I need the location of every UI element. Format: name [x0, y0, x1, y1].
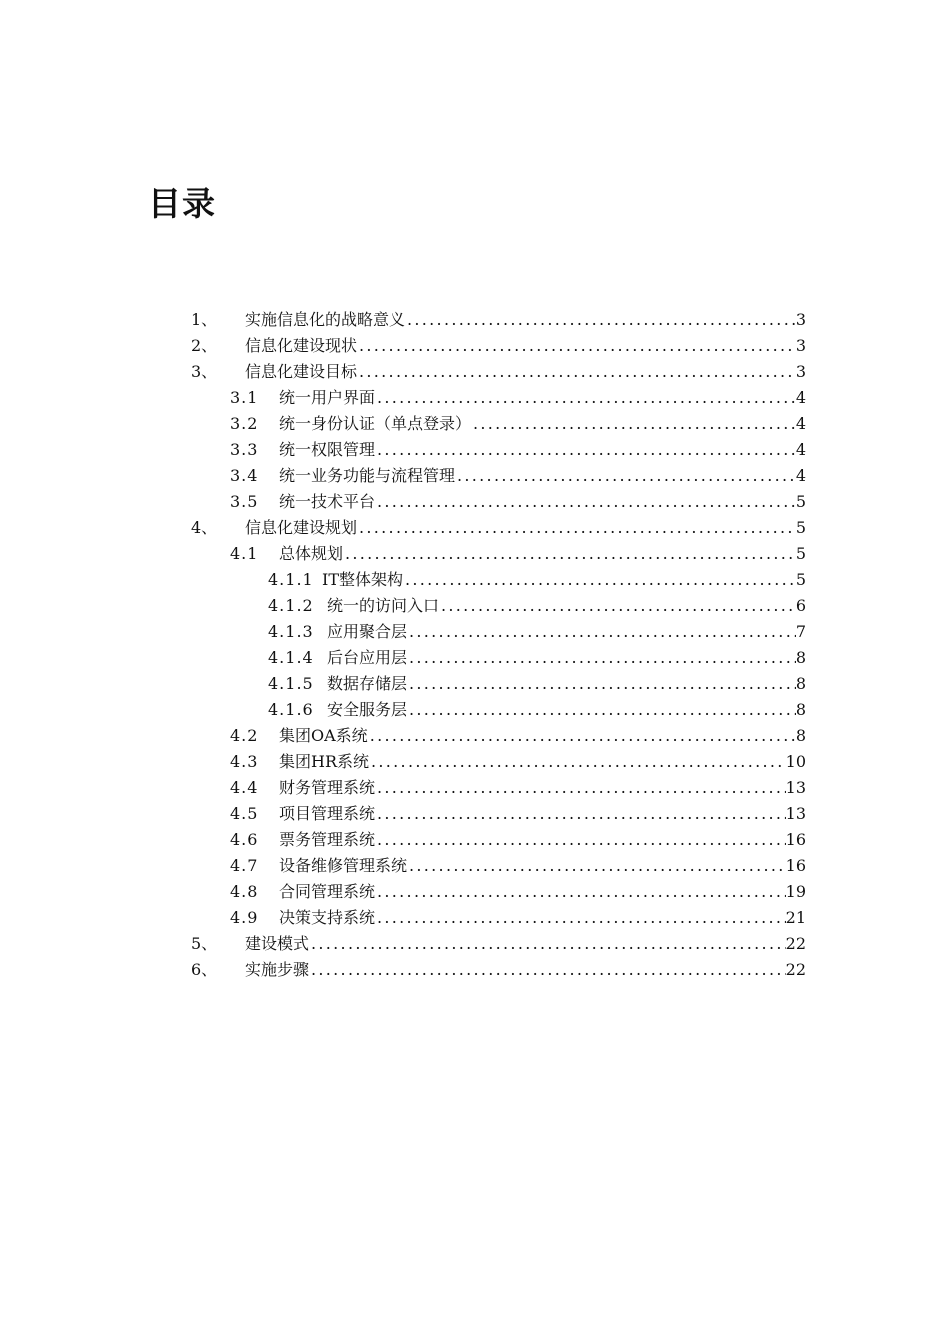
toc-number: 4.1.3	[268, 622, 314, 641]
toc-number: 6、	[191, 960, 218, 979]
toc-number: 4.1.4	[268, 648, 314, 667]
toc-entry[interactable]	[0, 905, 950, 931]
toc-text: 财务管理系统	[279, 778, 376, 797]
toc-leader	[375, 489, 796, 515]
toc-entry[interactable]	[0, 359, 950, 385]
toc-number: 2、	[191, 336, 218, 355]
toc-text: 合同管理系统	[279, 882, 376, 901]
toc-leader	[405, 307, 796, 333]
toc-leader	[407, 645, 796, 671]
toc-text: 项目管理系统	[279, 804, 376, 823]
toc-page-number: 4	[795, 466, 806, 485]
toc-text: 统一权限管理	[279, 440, 376, 459]
toc-leader	[368, 723, 796, 749]
toc-page-number: 22	[785, 934, 806, 953]
toc-entry[interactable]	[0, 463, 950, 489]
toc-text: 统一的访问入口	[327, 596, 440, 615]
toc-text: 后台应用层	[327, 648, 408, 667]
toc-entry[interactable]	[0, 333, 950, 359]
toc-leader	[407, 697, 796, 723]
toc-page-number: 3	[795, 362, 806, 381]
toc-page-number: 5	[795, 492, 806, 511]
toc-leader	[369, 749, 786, 775]
toc-leader	[375, 801, 786, 827]
toc-entry[interactable]	[0, 957, 950, 983]
toc-page-number: 8	[795, 700, 806, 719]
toc-page-number: 8	[795, 648, 806, 667]
toc-text: 集团OA系统	[279, 726, 368, 745]
toc-number: 4.4	[230, 778, 259, 797]
toc-leader	[407, 671, 796, 697]
toc-text: 应用聚合层	[327, 622, 408, 641]
toc-leader	[455, 463, 796, 489]
toc-page-number: 4	[795, 414, 806, 433]
toc-page-number: 5	[795, 570, 806, 589]
toc-text: 设备维修管理系统	[279, 856, 408, 875]
toc-page-number: 5	[795, 544, 806, 563]
toc-leader	[357, 515, 796, 541]
toc-leader	[375, 775, 786, 801]
toc-text: 建设模式	[245, 934, 310, 953]
toc-leader	[439, 593, 796, 619]
toc-text: 统一业务功能与流程管理	[279, 466, 456, 485]
toc-entry[interactable]	[0, 775, 950, 801]
toc-entry[interactable]	[0, 489, 950, 515]
toc-entry[interactable]	[0, 619, 950, 645]
toc-page-number: 22	[785, 960, 806, 979]
toc-number: 4.6	[230, 830, 259, 849]
toc-text: 信息化建设目标	[245, 362, 358, 381]
page-title: 目录	[148, 184, 216, 223]
toc-number: 4.1.1	[268, 570, 314, 589]
toc-number: 4.7	[230, 856, 259, 875]
toc-leader	[375, 437, 796, 463]
toc-leader	[403, 567, 796, 593]
toc-entry[interactable]	[0, 307, 950, 333]
toc-entry[interactable]	[0, 645, 950, 671]
toc-entry[interactable]	[0, 567, 950, 593]
toc-page-number: 8	[795, 674, 806, 693]
toc-number: 4.1.2	[268, 596, 314, 615]
toc-page-number: 10	[785, 752, 806, 771]
toc-entry[interactable]	[0, 671, 950, 697]
toc-text: 总体规划	[279, 544, 344, 563]
toc-text: 决策支持系统	[279, 908, 376, 927]
toc-page-number: 16	[785, 856, 806, 875]
toc-entry[interactable]	[0, 385, 950, 411]
toc-page-number: 21	[785, 908, 806, 927]
toc-number: 3.2	[230, 414, 259, 433]
toc-page-number: 3	[795, 310, 806, 329]
toc-page-number: 19	[785, 882, 806, 901]
toc-number: 4.2	[230, 726, 259, 745]
toc-number: 4.1	[230, 544, 259, 563]
toc-number: 3.1	[230, 388, 259, 407]
toc-entry[interactable]	[0, 801, 950, 827]
toc-number: 4.3	[230, 752, 259, 771]
toc-page-number: 4	[795, 388, 806, 407]
toc-number: 4.9	[230, 908, 259, 927]
toc-number: 4、	[191, 518, 218, 537]
toc-text: 数据存储层	[327, 674, 408, 693]
toc-page-number: 13	[785, 804, 806, 823]
toc-leader	[343, 541, 796, 567]
toc-text: IT整体架构	[322, 570, 403, 589]
toc-page-number: 13	[785, 778, 806, 797]
toc-number: 4.1.5	[268, 674, 314, 693]
toc-text: 实施步骤	[245, 960, 310, 979]
toc-text: 统一身份认证（单点登录）	[279, 414, 472, 433]
toc-page-number: 8	[795, 726, 806, 745]
toc-leader	[309, 931, 786, 957]
toc-number: 4.5	[230, 804, 259, 823]
toc-number: 3.4	[230, 466, 259, 485]
toc-text: 安全服务层	[327, 700, 408, 719]
toc-entry[interactable]	[0, 515, 950, 541]
toc-leader	[407, 619, 796, 645]
toc-page-number: 4	[795, 440, 806, 459]
toc-page-number: 16	[785, 830, 806, 849]
toc-leader	[375, 385, 796, 411]
toc-entry[interactable]	[0, 593, 950, 619]
toc-number: 3、	[191, 362, 218, 381]
toc-text: 信息化建设现状	[245, 336, 358, 355]
toc-entry[interactable]	[0, 697, 950, 723]
toc-page-number: 7	[795, 622, 806, 641]
toc-entry[interactable]	[0, 723, 950, 749]
toc-entry[interactable]	[0, 437, 950, 463]
toc-entry[interactable]	[0, 853, 950, 879]
toc-page-number: 3	[795, 336, 806, 355]
toc-text: 信息化建设规划	[245, 518, 358, 537]
toc-number: 3.3	[230, 440, 259, 459]
toc-entry[interactable]	[0, 879, 950, 905]
toc-text: 统一用户界面	[279, 388, 376, 407]
toc-leader	[375, 905, 786, 931]
toc-entry[interactable]	[0, 541, 950, 567]
toc-text: 集团HR系统	[279, 752, 370, 771]
toc-entry[interactable]	[0, 827, 950, 853]
toc-entry[interactable]	[0, 411, 950, 437]
toc-text: 票务管理系统	[279, 830, 376, 849]
toc-leader	[309, 957, 786, 983]
toc-number: 4.1.6	[268, 700, 314, 719]
toc-number: 5、	[191, 934, 218, 953]
toc-page-number: 6	[795, 596, 806, 615]
toc-text: 实施信息化的战略意义	[245, 310, 406, 329]
toc-number: 1、	[191, 310, 218, 329]
toc-entry[interactable]	[0, 931, 950, 957]
toc-leader	[375, 879, 786, 905]
toc-page-number: 5	[795, 518, 806, 537]
toc-text: 统一技术平台	[279, 492, 376, 511]
toc-entry[interactable]	[0, 749, 950, 775]
toc-leader	[471, 411, 796, 437]
table-of-contents	[0, 307, 950, 983]
toc-number: 4.8	[230, 882, 259, 901]
toc-leader	[357, 333, 796, 359]
toc-number: 3.5	[230, 492, 259, 511]
toc-leader	[407, 853, 786, 879]
toc-leader	[375, 827, 786, 853]
toc-leader	[357, 359, 796, 385]
